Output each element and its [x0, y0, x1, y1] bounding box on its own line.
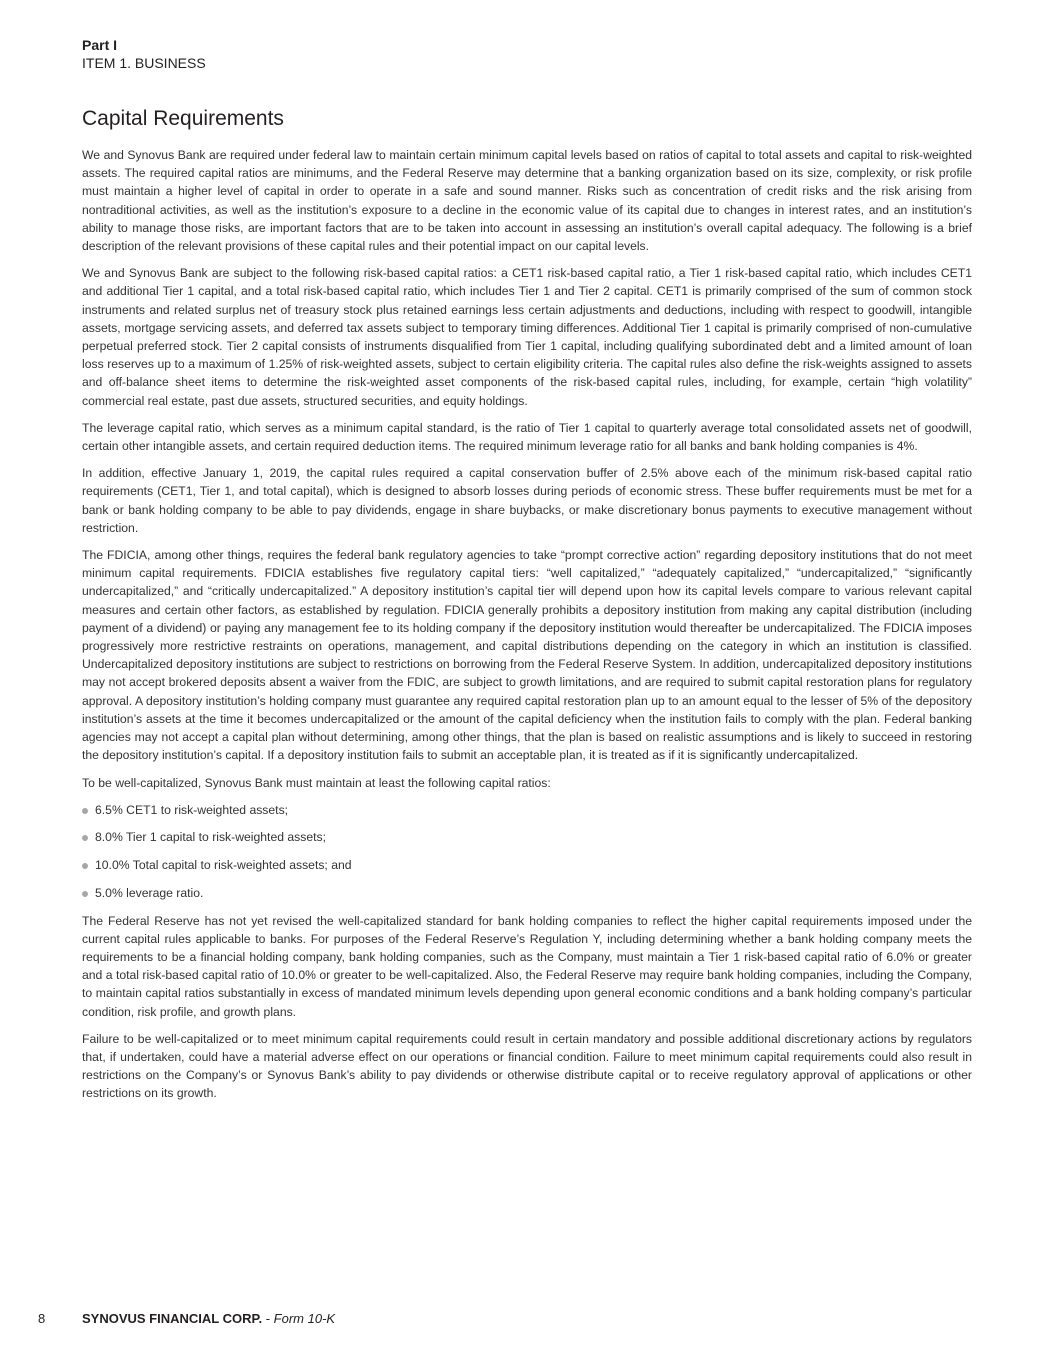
- list-item: [82, 884, 972, 902]
- list-item: [82, 856, 972, 874]
- list-item: [82, 828, 972, 846]
- list-item-text: 6.5% CET1 to risk-weighted assets;: [95, 802, 289, 817]
- list-item-text: 8.0% Tier 1 capital to risk-weighted assets;: [95, 830, 326, 845]
- page-number: 8: [38, 1311, 46, 1326]
- capital-ratio-list: [82, 801, 972, 902]
- footer-separator: -: [262, 1311, 274, 1326]
- list-item: [82, 801, 972, 819]
- page-header: [82, 36, 206, 72]
- bullet-icon: [82, 835, 88, 841]
- footer-company: SYNOVUS FINANCIAL CORP.: [82, 1311, 263, 1326]
- paragraph: In addition, effective January 1, 2019, the capital rules required a capital conservation buffer of 2.5% above each of the minimum risk-based capital ratio requirements (CET1, Tier 1, and total capital), which is designed to absorb losses during periods of economic stress. These buffer requirements must be met for a bank or bank holding company to be able to pay dividends, engage in share buybacks, or make discretionary bonus payments to executive management without restriction.: [82, 466, 972, 535]
- paragraph: The leverage capital ratio, which serves as a minimum capital standard, is the ratio of Tier 1 capital to quarterly average total consolidated assets net of goodwill, certain other intangible assets, and certain required deduction items. The required minimum leverage ratio for all banks and bank holding companies is 4%.: [82, 420, 972, 454]
- section-title: Capital Requirements: [82, 107, 284, 130]
- paragraph: To be well-capitalized, Synovus Bank must maintain at least the following capital ratios:: [82, 775, 551, 790]
- bullet-icon: [82, 808, 88, 814]
- paragraph: The FDICIA, among other things, requires the federal bank regulatory agencies to take “prompt corrective action” regarding depository institutions that do not meet minimum capital requirements. FDICIA establishes five regulatory capital tiers: “well capitalized,” “adequately capitalized,” “undercapitalized,” “significantly undercapitalized,” and “critically undercapitalized.” A depository institution’s capital tier will depend upon how its capital levels compare to various relevant capital measures and certain other factors, as established by regulation. FDICIA generally prohibits a depository institution from making any capital distribution (including payment of a dividend) or paying any management fee to its holding company if the depository institution would thereafter be undercapitalized. The FDICIA imposes progressively more restrictive restraints on operations, management, and capital distributions depending on the category in which an institution is classified. Undercapitalized depository institutions are subject to restrictions on borrowing from the Federal Reserve System. In addition, undercapitalized depository institutions may not accept brokered deposits absent a waiver from the FDIC, are subject to growth limitations, and are required to submit capital restoration plans for regulatory approval. A depository institution’s holding company must guarantee any required capital restoration plan up to an amount equal to the lesser of 5% of the depository institution’s assets at the time it becomes undercapitalized or the amount of the capital deficiency when the institution fails to comply with the plan. Federal banking agencies may not accept a capital plan without determining, among other things, that the plan is based on realistic assumptions and is likely to succeed in restoring the depository institution’s capital. If a depository institution fails to submit an acceptable plan, it is treated as if it is significantly undercapitalized.: [82, 548, 972, 763]
- page-footer: [38, 1311, 335, 1327]
- paragraph: We and Synovus Bank are required under federal law to maintain certain minimum capital levels based on ratios of capital to total assets and capital to risk-weighted assets. The required capital ratios are minimums, and the Federal Reserve may determine that a banking organization based on its size, complexity, or risk profile must maintain a higher level of capital in order to operate in a safe and sound manner. Risks such as concentration of credit risks and the risk arising from nontraditional activities, as well as the institution’s exposure to a decline in the economic value of its capital due to changes in interest rates, and an institution’s ability to manage those risks, are important factors that are to be taken into account in assessing an institution’s overall capital adequacy. The following is a brief description of the relevant provisions of these capital rules and their potential impact on our capital levels.: [82, 148, 972, 254]
- part-label: Part I: [82, 37, 118, 53]
- paragraph: The Federal Reserve has not yet revised the well-capitalized standard for bank holding companies to reflect the higher capital requirements imposed under the current capital rules applicable to banks. For purposes of the Federal Reserve’s Regulation Y, including determining whether a bank holding company meets the requirements to be a financial holding company, bank holding companies, such as the Company, must maintain a Tier 1 risk-based capital ratio of 6.0% or greater and a total risk-based capital ratio of 10.0% or greater to be well-capitalized. Also, the Federal Reserve may require bank holding companies, including the Company, to maintain capital ratios substantially in excess of mandated minimum levels depending upon general economic conditions and a bank holding company’s particular condition, risk profile, and growth plans.: [82, 913, 972, 1019]
- paragraph: Failure to be well-capitalized or to meet minimum capital requirements could result in certain mandatory and possible additional discretionary actions by regulators that, if undertaken, could have a material adverse effect on our operations or financial condition. Failure to meet minimum capital requirements could also result in restrictions on the Company’s or Synovus Bank’s ability to pay dividends or otherwise distribute capital or to receive regulatory approval of applications or other restrictions on its growth.: [82, 1031, 972, 1101]
- item-label: ITEM 1. BUSINESS: [82, 55, 206, 71]
- list-item-text: 5.0% leverage ratio.: [95, 885, 204, 900]
- footer-form: Form 10-K: [273, 1311, 336, 1326]
- section-body: [82, 146, 972, 1112]
- bullet-icon: [82, 891, 88, 897]
- list-item-text: 10.0% Total capital to risk-weighted assets; and: [95, 858, 352, 873]
- paragraph: We and Synovus Bank are subject to the following risk-based capital ratios: a CET1 risk-based capital ratio, a Tier 1 risk-based capital ratio, which includes CET1 and additional Tier 1 capital, and a total risk-based capital ratio, which includes Tier 1 and Tier 2 capital. CET1 is primarily comprised of the sum of common stock instruments and related surplus net of treasury stock plus retained earnings less certain adjustments and deductions, including with respect to goodwill, intangible assets, mortgage servicing assets, and deferred tax assets subject to temporary timing differences. Additional Tier 1 capital is primarily comprised of non-cumulative perpetual preferred stock. Tier 2 capital consists of instruments disqualified from Tier 1 capital, including qualifying subordinated debt and a limited amount of loan loss reserves up to a maximum of 1.25% of risk-weighted assets, subject to certain eligibility criteria. The capital rules also define the risk-weights assigned to assets and off-balance sheet items to determine the risk-weighted asset components of the risk-based capital rules, including, for example, certain “high volatility” commercial real estate, past due assets, structured securities, and equity holdings.: [82, 266, 972, 408]
- bullet-icon: [82, 863, 88, 869]
